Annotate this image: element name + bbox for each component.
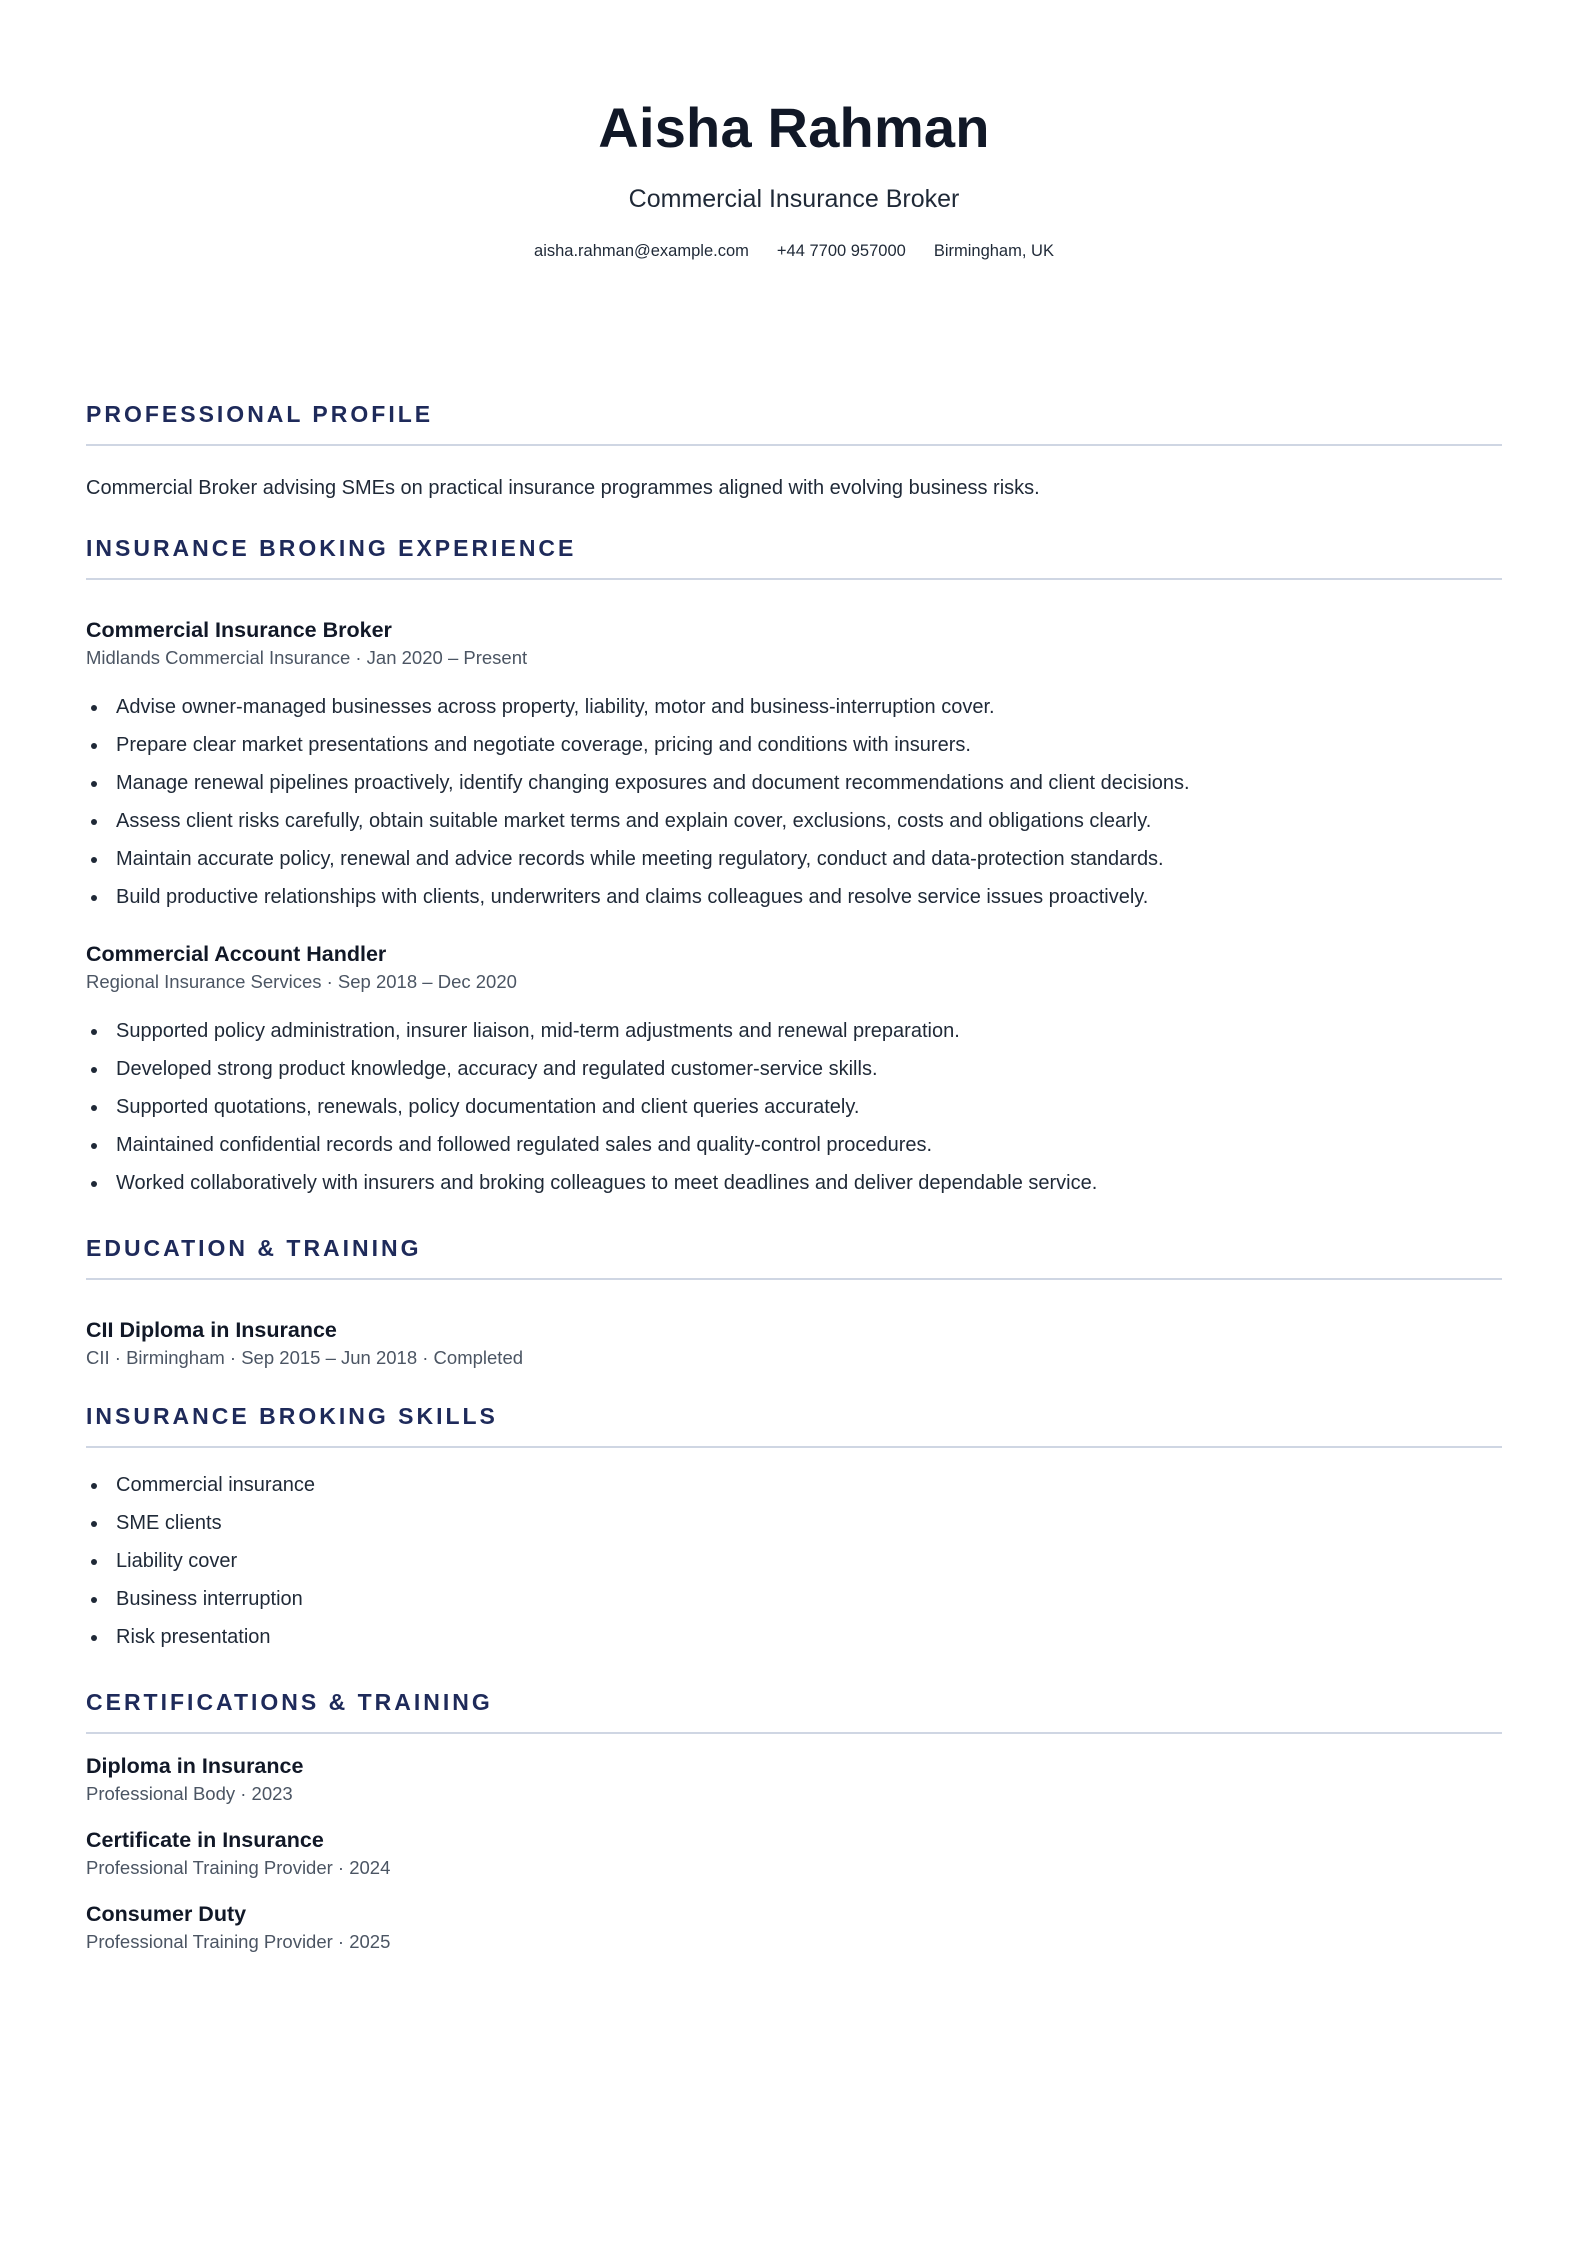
list-item: Prepare clear market presentations and negotiate coverage, pricing and conditions with insurers. (86, 726, 1502, 764)
certification-title: Certificate in Insurance (86, 1828, 324, 1852)
certification-meta: Professional Training Provider · 2025 (86, 1931, 391, 1952)
job-meta: Regional Insurance Services · Sep 2018 – Dec 2020 (86, 971, 517, 992)
list-item: Developed strong product knowledge, accuracy and regulated customer-service skills. (86, 1050, 1502, 1088)
job-title: Commercial Insurance Broker (86, 618, 392, 642)
section-skills (86, 1402, 1502, 1656)
section-divider (86, 1278, 1502, 1280)
job-bullets (86, 688, 1502, 916)
contact-location: Birmingham, UK (933, 242, 1054, 260)
certification-entry (86, 1900, 1502, 1954)
section-heading: CERTIFICATIONS & TRAINING (86, 1689, 493, 1715)
list-item: Supported policy administration, insurer liaison, mid-term adjustments and renewal preparation. (86, 1012, 1502, 1050)
certification-meta: Professional Training Provider · 2024 (86, 1857, 391, 1878)
certification-title: Consumer Duty (86, 1902, 247, 1926)
list-item: Worked collaboratively with insurers and broking colleagues to meet deadlines and deliver dependable service. (86, 1164, 1502, 1202)
skill-item: Commercial insurance (86, 1466, 1502, 1504)
skill-item: Business interruption (86, 1580, 1502, 1618)
job-meta: Midlands Commercial Insurance · Jan 2020 – Present (86, 647, 528, 668)
list-item: Maintained confidential records and followed regulated sales and quality-control procedures. (86, 1126, 1502, 1164)
education-meta: CII · Birmingham · Sep 2015 – Jun 2018 · Completed (86, 1347, 524, 1368)
section-heading: PROFESSIONAL PROFILE (86, 401, 434, 427)
section-divider (86, 578, 1502, 580)
list-item: Supported quotations, renewals, policy documentation and client queries accurately. (86, 1088, 1502, 1126)
section-divider (86, 1732, 1502, 1734)
list-item: Manage renewal pipelines proactively, identify changing exposures and document recommendations and client decisions. (86, 764, 1502, 802)
resume-header (86, 0, 1502, 262)
section-heading: INSURANCE BROKING EXPERIENCE (86, 535, 577, 561)
certification-list (86, 1752, 1502, 1954)
job-entry (86, 940, 1502, 1202)
contact-line (86, 240, 1502, 262)
certification-entry (86, 1826, 1502, 1880)
section-divider (86, 1446, 1502, 1448)
list-item: Maintain accurate policy, renewal and advice records while meeting regulatory, conduct and data-protection standards. (86, 840, 1502, 878)
certification-meta: Professional Body · 2023 (86, 1783, 293, 1804)
skill-item: SME clients (86, 1504, 1502, 1542)
contact-email: aisha.rahman@example.com (534, 242, 749, 260)
list-item: Assess client risks carefully, obtain suitable market terms and explain cover, exclusions, costs and obligations clearly. (86, 802, 1502, 840)
list-item: Build productive relationships with clients, underwriters and claims colleagues and resolve service issues proactively. (86, 878, 1502, 916)
section-certifications (86, 1688, 1502, 1954)
profile-summary: Commercial Broker advising SMEs on practical insurance programmes aligned with evolving business risks. (86, 477, 1040, 499)
job-title: Commercial Account Handler (86, 942, 387, 966)
certification-entry (86, 1752, 1502, 1806)
job-entry (86, 616, 1502, 916)
section-divider (86, 444, 1502, 446)
job-bullets (86, 1012, 1502, 1202)
section-heading: INSURANCE BROKING SKILLS (86, 1403, 498, 1429)
candidate-name: Aisha Rahman (598, 96, 990, 159)
section-experience (86, 534, 1502, 1202)
section-heading: EDUCATION & TRAINING (86, 1235, 422, 1261)
section-profile (86, 400, 1502, 502)
skill-item: Liability cover (86, 1542, 1502, 1580)
section-education (86, 1234, 1502, 1370)
contact-phone: +44 7700 957000 (776, 242, 906, 260)
education-title: CII Diploma in Insurance (86, 1318, 337, 1342)
list-item: Advise owner-managed businesses across property, liability, motor and business-interruption cover. (86, 688, 1502, 726)
education-entry (86, 1316, 1502, 1370)
skill-item: Risk presentation (86, 1618, 1502, 1656)
skills-list (86, 1466, 1502, 1656)
certification-title: Diploma in Insurance (86, 1754, 304, 1778)
candidate-title: Commercial Insurance Broker (628, 185, 960, 213)
